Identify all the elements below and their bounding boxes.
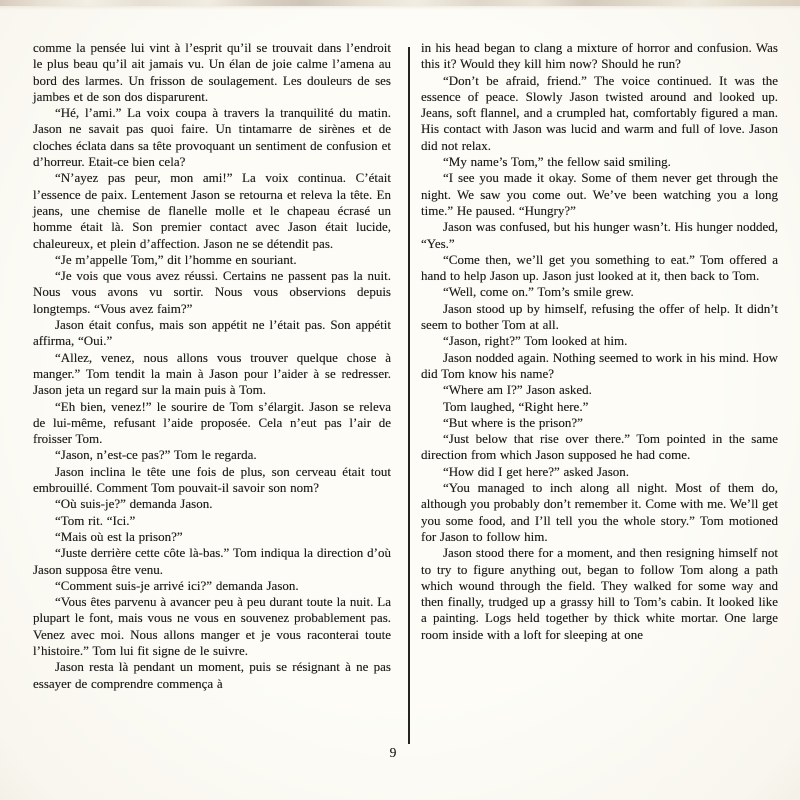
paragraph: “Don’t be afraid, friend.” The voice continued. It was the essence of peace. Slowly Jason twisted around and looked up. Jeans, soft flannel, and a crumpled hat, comfortably figured a man. His contact with Jason was lucid and warm and full of love. Jason did not relax. [421, 72, 778, 153]
paragraph: “Well, come on.” Tom’s smile grew. [443, 284, 634, 300]
paragraph: “Allez, venez, nous allons vous trouver quelque chose à manger.” Tom tendit la main à Jason pour l’aider à se redresser. Jason jeta un regard sur la main puis à Tom. [33, 349, 391, 398]
paragraph: “Mais où est la prison?” [55, 528, 183, 544]
paragraph: “Jason, right?” Tom looked at him. [443, 333, 628, 349]
column-divider-rule [408, 47, 410, 744]
scan-top-edge-shadow [0, 6, 800, 10]
paragraph: “Je vois que vous avez réussi. Certains ne passent pas la nuit. Nous vous avons vu sortir. Nous vous observions depuis longtemps. “Vous avez faim?” [33, 268, 391, 316]
paragraph: “Hé, l’ami.” La voix coupa à travers la tranquilité du matin. Jason ne savait pas quoi faire. Un tintamarre de sirènes et de cloches éclata dans sa tête provoquant un sentiment de confusion et d’horreur. Etait-ce bien cela? [33, 105, 391, 170]
paragraph: Tom laughed, “Right here.” [443, 398, 589, 414]
paragraph: “Jason, n’est-ce pas?” Tom le regarda. [55, 447, 257, 463]
paragraph: “I see you made it okay. Some of them never get through the night. We saw you come out. We’ve been watching you a long time.” He paused. “Hungry?” [421, 170, 778, 218]
paragraph: “Je m’appelle Tom,” dit l’homme en souriant. [55, 251, 297, 267]
paragraph: Jason resta là pendant un moment, puis se résignant à ne pas essayer de comprendre commença à [33, 659, 391, 691]
paragraph: “How did I get here?” asked Jason. [443, 463, 630, 479]
paragraph: Jason nodded again. Nothing seemed to work in his mind. How did Tom know his name? [421, 349, 779, 381]
paragraph: “Vous êtes parvenu à avancer peu à peu durant toute la nuit. La plupart le font, mais vous ne vous en souvenez probablement pas. Venez avec moi. Nous allons manger et je vous raconterai toute l’histoire.” Tom lui fit signe de le suivre. [33, 594, 391, 658]
paragraph: “Tom rit. “Ici.” [55, 512, 136, 528]
paragraph: “Comment suis-je arrivé ici?” demanda Jason. [55, 577, 299, 593]
paragraph: “Où suis-je?” demanda Jason. [55, 496, 213, 512]
paragraph: “But where is the prison?” [443, 414, 583, 430]
paragraph: in his head began to clang a mixture of horror and confusion. Was this it? Would they kill him now? Should he run? [421, 40, 778, 72]
paragraph: Jason stood there for a moment, and then resigning himself not to try to figure anything out, began to follow Tom along a path which wound through the field. They walked for some way and then finally, trudged up a grassy hill to Tom’s cabin. It looked like a painting. Logs held together by thick white mortar. One large room inside with a loft for sleeping at one [421, 545, 778, 642]
paragraph: Jason was confused, but his hunger wasn’t. His hunger nodded, “Yes.” [421, 219, 778, 251]
page-number: 9 [389, 745, 397, 760]
paragraph: “You managed to inch along all night. Most of them do, although you probably don’t remember it. Come with me. We’ll get you some food, and I’ll tell you the whole story.” Tom motioned for Jason to follow him. [421, 480, 778, 544]
paragraph: Jason inclina le tête une fois de plus, son cerveau était tout embrouillé. Comment Tom pouvait-il savoir son nom? [33, 463, 391, 496]
paragraph: “Come then, we’ll get you something to eat.” Tom offered a hand to help Jason up. Jason just looked at it, then back to Tom. [421, 251, 778, 284]
french-text-column [33, 40, 391, 692]
paragraph: “Where am I?” Jason asked. [443, 382, 592, 398]
paragraph: comme la pensée lui vint à l’esprit qu’il se trouvait dans l’endroit le plus beau qu’il ait jamais vu. Un élan de joie calme l’amena au bord des larmes. Un frisson de soulagement. Les douleurs de ses jambes et de son dos disparurent. [33, 40, 391, 104]
paragraph: “My name’s Tom,” the fellow said smiling. [443, 154, 671, 170]
paragraph: “N’ayez pas peur, mon ami!” La voix continua. C’était l’essence de paix. Lentement Jason se retourna et releva la tête. En jeans, une chemise de flanelle molle et le chapeau écrasé un homme était là. Son premier contact avec Jason était lucide, chaleureux, et plein d’affection. Jason ne se détendit pas. [33, 170, 391, 251]
english-text-column [421, 40, 778, 643]
paragraph: “Eh bien, venez!” le sourire de Tom s’élargit. Jason se releva de lui-même, refusant l’aide proposée. Cela n’eut pas l’air de froisser Tom. [33, 398, 391, 447]
paragraph: “Just below that rise over there.” Tom pointed in the same direction from which Jason supposed he had come. [421, 431, 778, 463]
paragraph: “Juste derrière cette côte là-bas.” Tom indiqua la direction d’où Jason supposa être venu. [33, 545, 391, 577]
paragraph: Jason était confus, mais son appétit ne l’était pas. Son appétit affirma, “Oui.” [33, 317, 391, 349]
paragraph: Jason stood up by himself, refusing the offer of help. It didn’t seem to bother Tom at all. [421, 300, 778, 333]
